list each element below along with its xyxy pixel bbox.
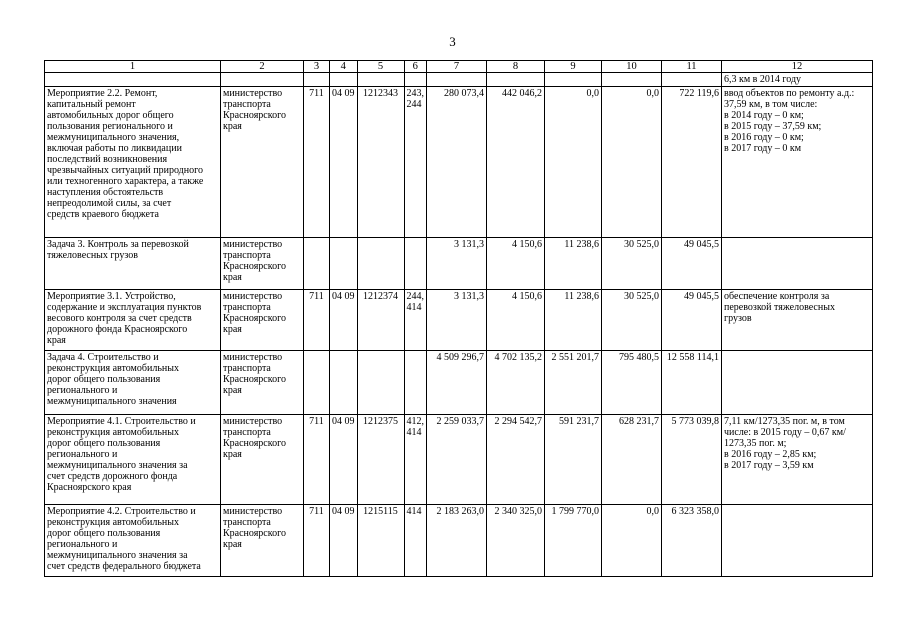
column-header-10: 10 [602, 61, 662, 73]
cell-line: грузов [724, 313, 752, 324]
cell-col-6 [404, 73, 427, 87]
cell-col-3: 711 [304, 505, 330, 577]
cell-col-8: 4 150,6 [487, 290, 545, 351]
cell-col-7: 2 259 033,7 [427, 415, 487, 505]
cell-line: автомобильных дорог общего [47, 110, 174, 121]
cell-col-4: 04 09 [330, 505, 358, 577]
cell-col-3: 711 [304, 87, 330, 238]
cell-col-9: 11 238,6 [545, 290, 602, 351]
cell-col-2 [221, 73, 304, 87]
cell-col-2 [221, 87, 304, 238]
cell-line: Мероприятие 3.1. Устройство, [47, 291, 176, 302]
cell-line: перевозкой тяжеловесных [724, 302, 835, 313]
cell-line: регионального и [47, 449, 118, 460]
column-header-7: 7 [427, 61, 487, 73]
cell-line: ввод объектов по ремонту а.д.: [724, 88, 855, 99]
cell-line: Красноярского [223, 313, 286, 324]
cell-line: в 2017 году – 0 км [724, 143, 802, 154]
cell-line: пользования регионального и [47, 121, 173, 132]
cell-col-1 [45, 87, 221, 238]
cell-line: средств краевого бюджета [47, 209, 159, 220]
cell-col-4: 04 09 [330, 415, 358, 505]
cell-col-1 [45, 238, 221, 290]
cell-col-1 [45, 351, 221, 415]
cell-col-10: 30 525,0 [602, 238, 662, 290]
column-header-1: 1 [45, 61, 221, 73]
cell-col-6 [404, 505, 427, 577]
cell-col-3: 711 [304, 290, 330, 351]
cell-line: весового контроля за счет средств [47, 313, 192, 324]
cell-col-2 [221, 290, 304, 351]
cell-line: Мероприятие 4.1. Строительство и [47, 416, 196, 427]
cell-line: счет средств федерального бюджета [47, 561, 201, 572]
cell-line: 244 [406, 99, 422, 110]
cell-line: межмуниципального значения за [47, 460, 188, 471]
cell-line: Красноярского [223, 528, 286, 539]
table-row [45, 505, 873, 577]
cell-line: транспорта [223, 427, 271, 438]
cell-col-4 [330, 73, 358, 87]
cell-line: 414 [406, 302, 422, 313]
cell-line: 414 [406, 427, 422, 438]
cell-col-3 [304, 73, 330, 87]
cell-col-6 [404, 87, 427, 238]
cell-line: последствий возникновения [47, 154, 168, 165]
cell-line: Красноярского [223, 374, 286, 385]
cell-col-12 [722, 415, 873, 505]
cell-col-3: 711 [304, 415, 330, 505]
cell-line: края [47, 335, 66, 346]
cell-line: реконструкция автомобильных [47, 363, 179, 374]
table-row [45, 87, 873, 238]
cell-col-6 [404, 415, 427, 505]
cell-col-11: 49 045,5 [662, 290, 722, 351]
cell-col-11: 5 773 039,8 [662, 415, 722, 505]
cell-line: транспорта [223, 99, 271, 110]
cell-col-4 [330, 351, 358, 415]
cell-col-2 [221, 351, 304, 415]
cell-col-7: 3 131,3 [427, 290, 487, 351]
cell-line: 7,11 км/1273,35 пог. м, в том [724, 416, 845, 427]
cell-col-10: 795 480,5 [602, 351, 662, 415]
cell-line: министерство [223, 239, 283, 250]
cell-line: края [223, 539, 242, 550]
cell-col-11: 6 323 358,0 [662, 505, 722, 577]
cell-col-12 [722, 87, 873, 238]
cell-line: реконструкция автомобильных [47, 427, 179, 438]
cell-col-7: 3 131,3 [427, 238, 487, 290]
cell-col-1 [45, 505, 221, 577]
cell-col-8 [487, 73, 545, 87]
cell-col-9: 11 238,6 [545, 238, 602, 290]
cell-line: Красноярского [223, 261, 286, 272]
column-header-5: 5 [357, 61, 404, 73]
cell-line: министерство [223, 291, 283, 302]
cell-line: в 2016 году – 2,85 км; [724, 449, 817, 460]
cell-col-9: 0,0 [545, 87, 602, 238]
cell-col-5 [357, 73, 404, 87]
cell-line: межмуниципального значения [47, 396, 177, 407]
cell-line: в 2016 году – 0 км; [724, 132, 804, 143]
cell-col-10: 0,0 [602, 505, 662, 577]
cell-line: реконструкция автомобильных [47, 517, 179, 528]
cell-col-5: 1212374 [357, 290, 404, 351]
cell-col-9: 2 551 201,7 [545, 351, 602, 415]
cell-col-1 [45, 73, 221, 87]
cell-line: счет средств дорожного фонда [47, 471, 178, 482]
cell-line: включая работы по ликвидации [47, 143, 182, 154]
cell-col-6 [404, 351, 427, 415]
cell-col-12 [722, 238, 873, 290]
cell-line: регионального и [47, 539, 118, 550]
cell-line: содержание и эксплуатация пунктов [47, 302, 202, 313]
cell-line: края [223, 385, 242, 396]
cell-col-8: 2 294 542,7 [487, 415, 545, 505]
cell-col-12 [722, 505, 873, 577]
cell-line: или техногенного характера, а также [47, 176, 204, 187]
cell-line: Красноярского [223, 438, 286, 449]
cell-col-12 [722, 351, 873, 415]
cell-col-2 [221, 238, 304, 290]
page-number: 3 [449, 34, 456, 49]
column-header-11: 11 [662, 61, 722, 73]
table-row [45, 290, 873, 351]
cell-col-3 [304, 351, 330, 415]
cell-col-8: 4 702 135,2 [487, 351, 545, 415]
cell-line: капитальный ремонт [47, 99, 136, 110]
cell-line: 412, [406, 416, 424, 427]
cell-col-12 [722, 73, 873, 87]
column-header-12: 12 [722, 61, 873, 73]
cell-line: дорог общего пользования [47, 438, 161, 449]
cell-col-1 [45, 415, 221, 505]
cell-col-8: 2 340 325,0 [487, 505, 545, 577]
cell-line: министерство [223, 88, 283, 99]
cell-line: дорог общего пользования [47, 374, 161, 385]
cell-col-10: 0,0 [602, 87, 662, 238]
cell-line: регионального и [47, 385, 118, 396]
cell-line: в 2014 году – 0 км; [724, 110, 804, 121]
cell-col-5: 1215115 [357, 505, 404, 577]
cell-line: дорожного фонда Красноярского [47, 324, 188, 335]
cell-col-7: 2 183 263,0 [427, 505, 487, 577]
cell-line: 244, [406, 291, 424, 302]
cell-col-4 [330, 238, 358, 290]
cell-line: министерство [223, 352, 283, 363]
cell-col-11 [662, 73, 722, 87]
cell-line: непреодолимой силы, за счет [47, 198, 172, 209]
cell-line: в 2015 году – 37,59 км; [724, 121, 822, 132]
column-header-6: 6 [404, 61, 427, 73]
cell-line: в 2017 году – 3,59 км [724, 460, 814, 471]
cell-line: транспорта [223, 250, 271, 261]
cell-line: 6,3 км в 2014 году [724, 74, 802, 85]
cell-col-7 [427, 73, 487, 87]
cell-col-10: 30 525,0 [602, 290, 662, 351]
cell-line: Мероприятие 4.2. Строительство и [47, 506, 196, 517]
cell-col-5 [357, 351, 404, 415]
cell-line: дорог общего пользования [47, 528, 161, 539]
cell-line: транспорта [223, 302, 271, 313]
cell-line: 243, [406, 88, 424, 99]
cell-line: края [223, 272, 242, 283]
cell-line: края [223, 449, 242, 460]
cell-line: тяжеловесных грузов [47, 250, 138, 261]
cell-line: транспорта [223, 517, 271, 528]
column-header-8: 8 [487, 61, 545, 73]
cell-col-5 [357, 238, 404, 290]
cell-col-11: 49 045,5 [662, 238, 722, 290]
cell-col-8: 4 150,6 [487, 238, 545, 290]
cell-col-4: 04 09 [330, 87, 358, 238]
cell-col-8: 442 046,2 [487, 87, 545, 238]
cell-line: 414 [406, 506, 422, 517]
table-row [45, 351, 873, 415]
cell-col-2 [221, 505, 304, 577]
cell-line: обеспечение контроля за [724, 291, 830, 302]
cell-col-10: 628 231,7 [602, 415, 662, 505]
cell-line: межмуниципального значения, [47, 132, 180, 143]
cell-col-7: 4 509 296,7 [427, 351, 487, 415]
cell-col-4: 04 09 [330, 290, 358, 351]
cell-line: края [223, 324, 242, 335]
cell-col-9: 591 231,7 [545, 415, 602, 505]
column-header-4: 4 [330, 61, 358, 73]
cell-line: транспорта [223, 363, 271, 374]
cell-line: Красноярского [223, 110, 286, 121]
cell-col-7: 280 073,4 [427, 87, 487, 238]
cell-col-9 [545, 73, 602, 87]
cell-line: наступления обстоятельств [47, 187, 164, 198]
cell-line: министерство [223, 506, 283, 517]
cell-col-3 [304, 238, 330, 290]
cell-line: межмуниципального значения за [47, 550, 188, 561]
table-row [45, 415, 873, 505]
cell-line: Задача 4. Строительство и [47, 352, 159, 363]
cell-col-9: 1 799 770,0 [545, 505, 602, 577]
column-header-9: 9 [545, 61, 602, 73]
cell-line: 1273,35 пог. м; [724, 438, 787, 449]
cell-col-2 [221, 415, 304, 505]
cell-line: края [223, 121, 242, 132]
cell-col-6 [404, 238, 427, 290]
cell-col-6 [404, 290, 427, 351]
cell-line: чрезвычайных ситуаций природного [47, 165, 203, 176]
cell-col-10 [602, 73, 662, 87]
cell-col-1 [45, 290, 221, 351]
program-table [44, 60, 873, 577]
cell-line: Мероприятие 2.2. Ремонт, [47, 88, 158, 99]
table-row [45, 238, 873, 290]
column-header-2: 2 [221, 61, 304, 73]
cell-col-5: 1212375 [357, 415, 404, 505]
cell-line: министерство [223, 416, 283, 427]
cell-col-11: 12 558 114,1 [662, 351, 722, 415]
header-row [45, 61, 873, 73]
cell-col-5: 1212343 [357, 87, 404, 238]
column-header-3: 3 [304, 61, 330, 73]
cell-col-12 [722, 290, 873, 351]
cell-line: Красноярского края [47, 482, 132, 493]
cell-line: 37,59 км, в том числе: [724, 99, 818, 110]
cell-line: Задача 3. Контроль за перевозкой [47, 239, 189, 250]
cell-col-11: 722 119,6 [662, 87, 722, 238]
table-row [45, 73, 873, 87]
cell-line: числе: в 2015 году – 0,67 км/ [724, 427, 846, 438]
